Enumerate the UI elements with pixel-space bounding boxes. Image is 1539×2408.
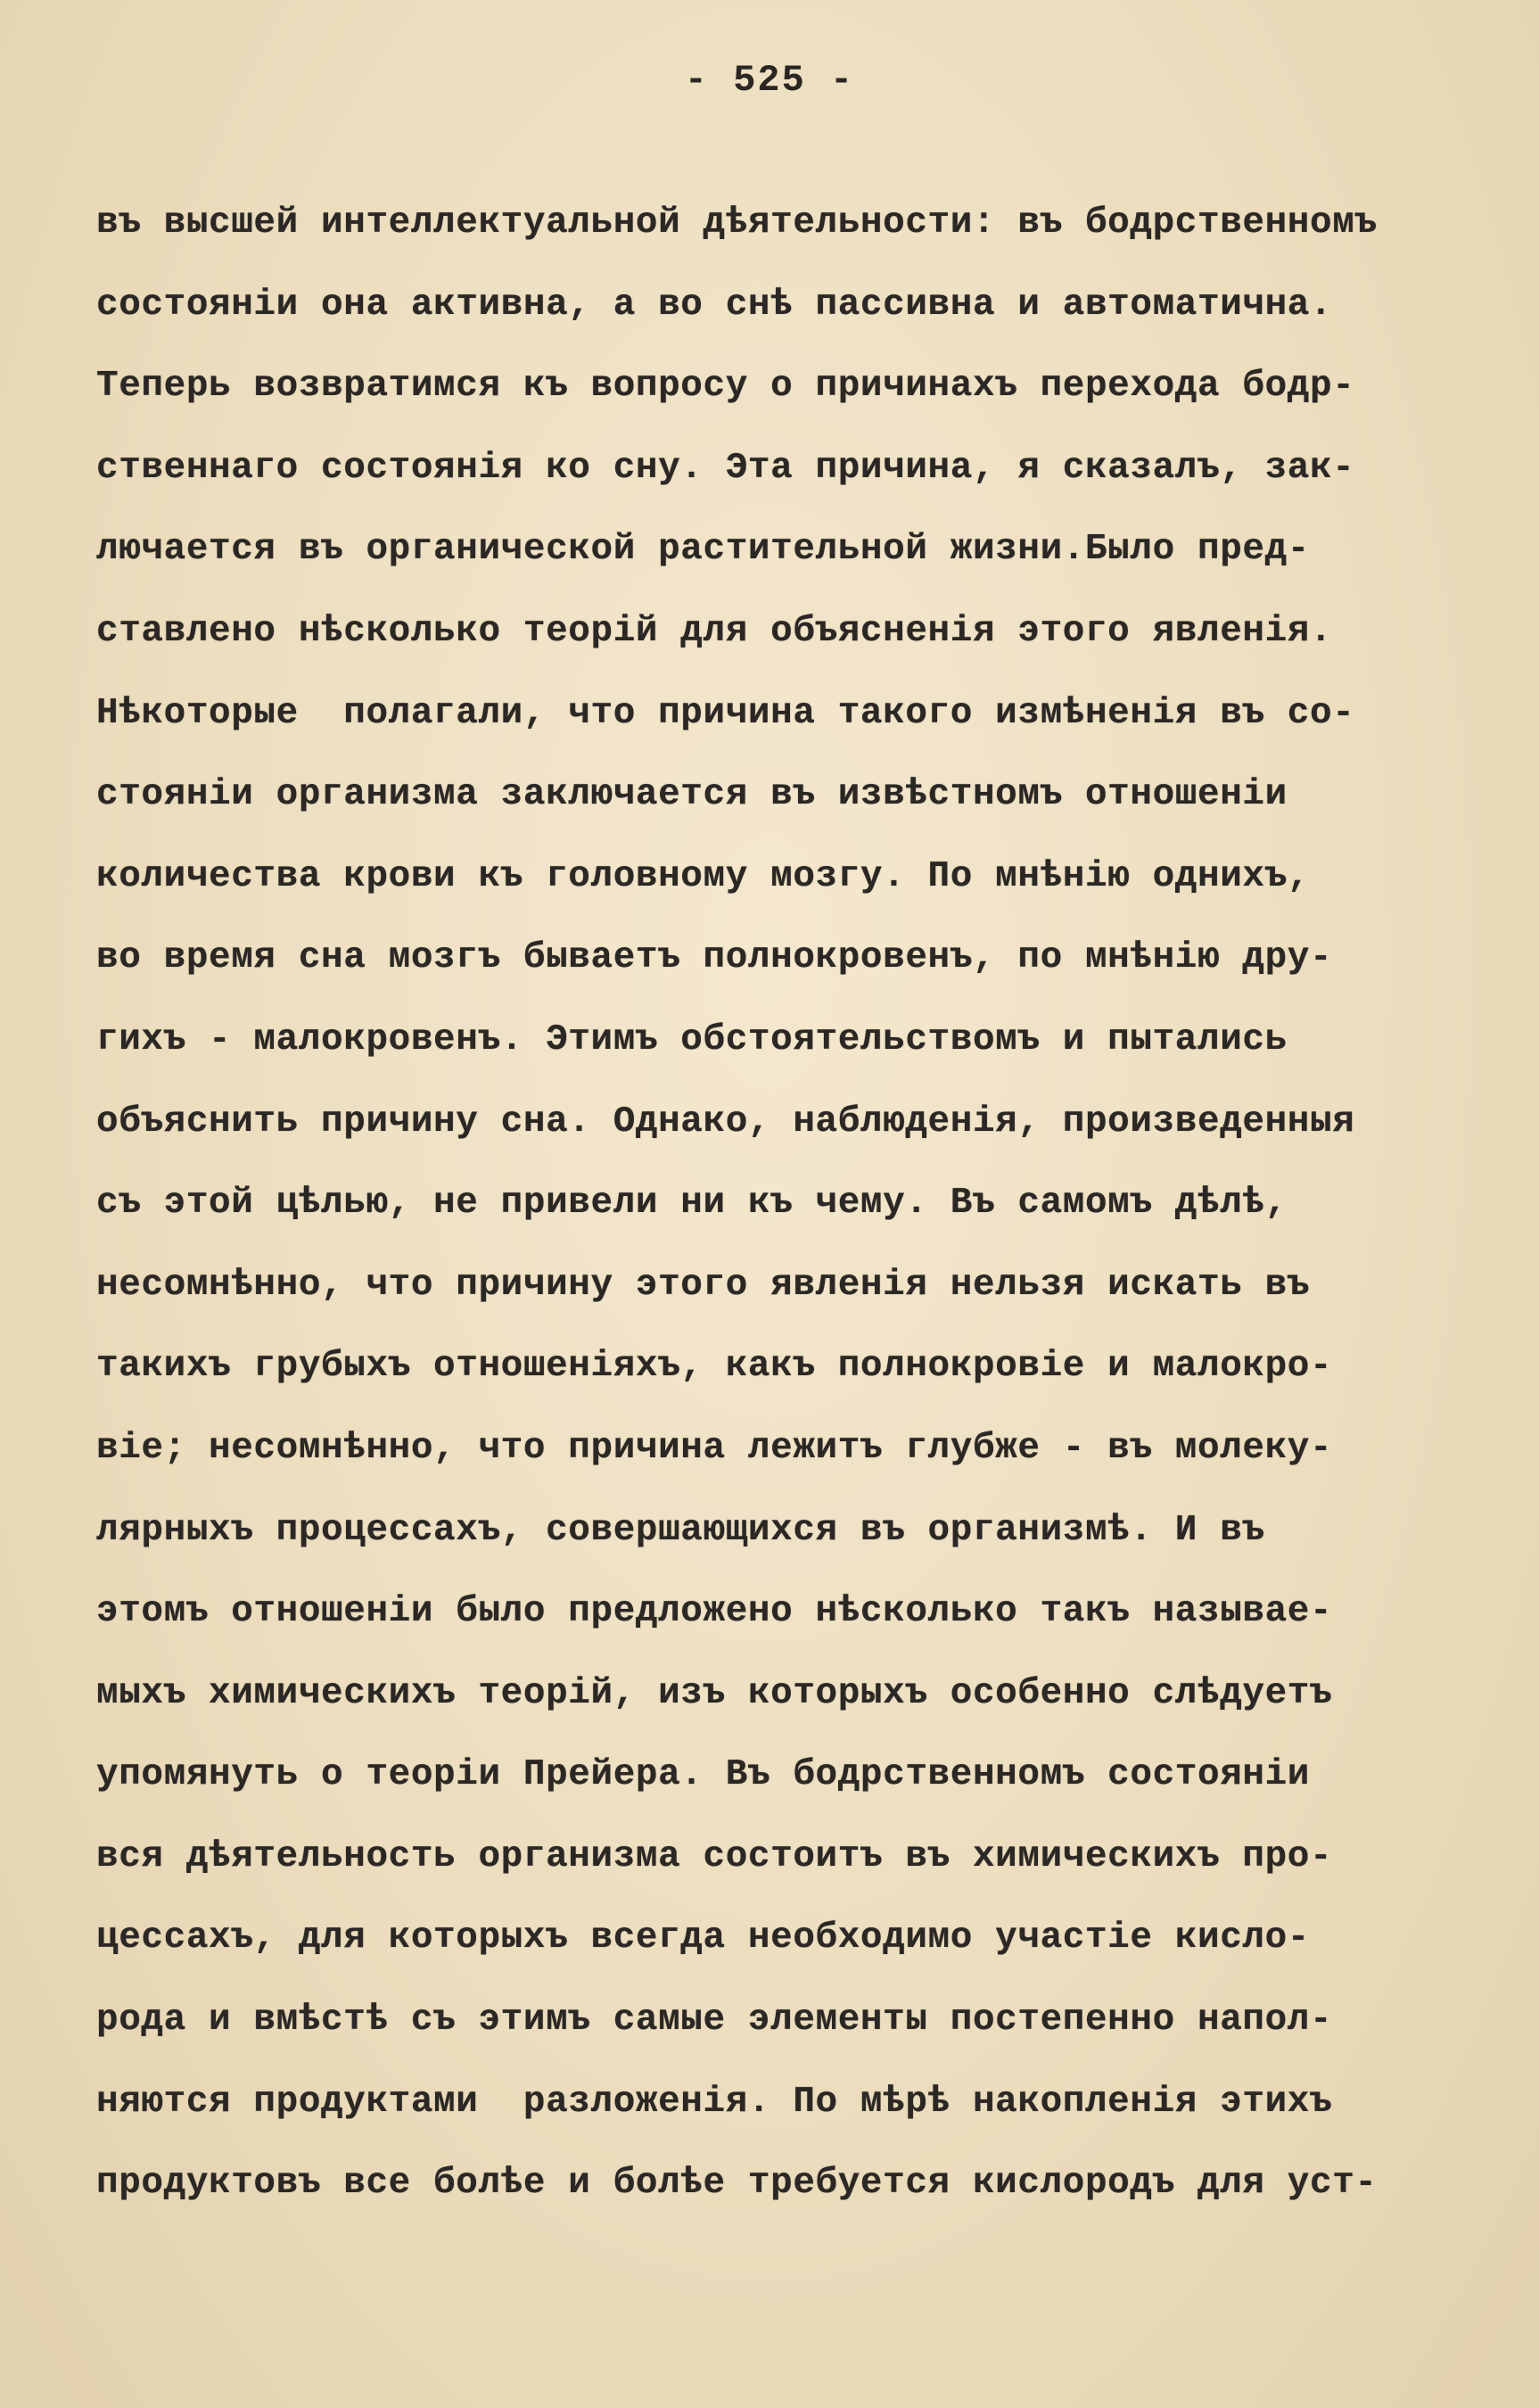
text-line: такихъ грубыхъ отношенiяхъ, какъ полнокровiе и малокро- — [96, 1346, 1333, 1388]
text-line: упомянуть о теорiи Прейера. Въ бодрственномъ состоянiи — [96, 1754, 1311, 1796]
text-line: ственнаго состоянiя ко сну. Эта причина, я сказалъ, зак- — [96, 447, 1355, 489]
text-line: мыхъ химическихъ теорiй, изъ которыхъ особенно слѣдуетъ — [96, 1672, 1333, 1714]
text-line: гихъ - малокровенъ. Этимъ обстоятельствомъ и пытались — [96, 1018, 1288, 1060]
text-line: состоянiи она активна, а во снѣ пассивна и автоматична. — [96, 284, 1333, 326]
text-line: стоянiи организма заключается въ извѣстномъ отношенiи — [96, 774, 1288, 816]
page-number: - 525 - — [684, 59, 855, 102]
text-line: въ высшей интеллектуальной дѣятельности: въ бодрственномъ — [96, 202, 1378, 243]
text-line: ставлено нѣсколько теорiй для объясненiя этого явленiя. — [96, 610, 1333, 652]
text-line: няются продуктами разложенiя. По мѣрѣ накопленiя этихъ — [96, 2081, 1333, 2123]
text-line: цессахъ, для которыхъ всегда необходимо участiе кисло- — [96, 1917, 1311, 1959]
text-line: лярныхъ процессахъ, совершающихся въ организмѣ. И въ — [96, 1509, 1265, 1551]
text-line: Теперь возвратимся къ вопросу о причинахъ перехода бодр- — [96, 366, 1355, 408]
text-line: рода и вмѣстѣ съ этимъ самые элементы постепенно напол- — [96, 2000, 1333, 2041]
text-line: этомъ отношенiи было предложено нѣсколько такъ называе- — [96, 1591, 1333, 1633]
body-text — [96, 183, 1487, 2225]
text-line: объяснить причину сна. Однако, наблюденiя, произведенныя — [96, 1101, 1355, 1142]
text-line: во время сна мозгъ бываетъ полнокровенъ, по мнѣнiю дру- — [96, 937, 1333, 979]
text-line: несомнѣнно, что причину этого явленiя нельзя искать въ — [96, 1264, 1311, 1306]
text-line: вiе; несомнѣнно, что причина лежитъ глубже - въ молеку- — [96, 1427, 1333, 1469]
text-line: количества крови къ головному мозгу. По мнѣнiю однихъ, — [96, 855, 1311, 897]
text-line: Нѣкоторые полагали, что причина такого измѣненiя въ со- — [96, 692, 1355, 734]
text-line: вся дѣятельность организма состоитъ въ химическихъ про- — [96, 1835, 1333, 1877]
text-line: лючается въ органической растительной жизни.Было пред- — [96, 529, 1311, 571]
text-line: съ этой цѣлью, не привели ни къ чему. Въ самомъ дѣлѣ, — [96, 1183, 1288, 1225]
text-line: продуктовъ все болѣе и болѣе требуется кислородъ для уст- — [96, 2163, 1378, 2205]
